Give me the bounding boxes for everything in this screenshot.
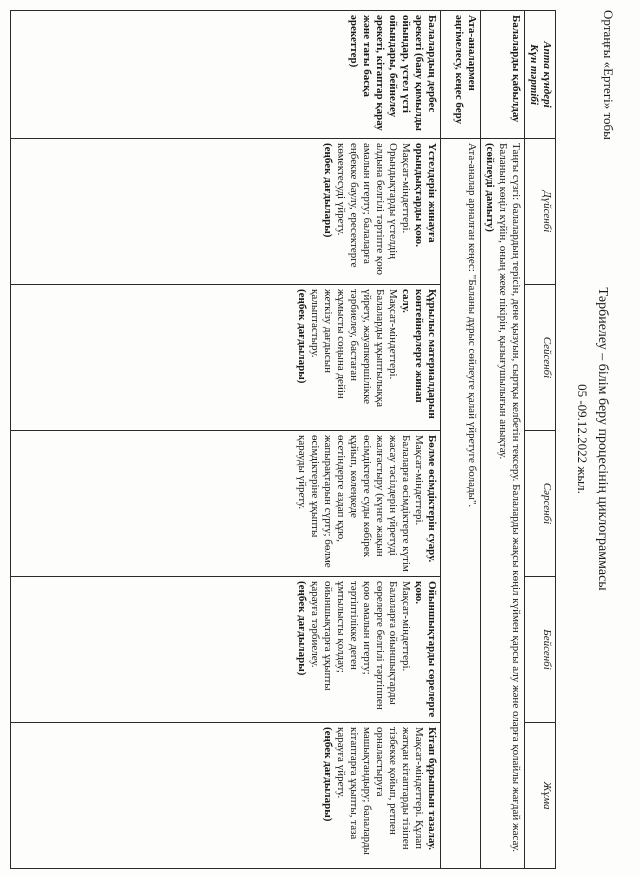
activity-title: Үстелдерін жинауға орындықтарды қою. [413,143,438,247]
activity-cell [11,285,441,431]
row-label: Балаларды қабылдау [481,11,525,139]
activity-note: (еңбек дағдылары) [296,289,308,384]
activity-cell [11,577,441,723]
header-day: Сәрсенбі [525,431,556,577]
table-row [441,11,481,869]
table-row [481,11,525,869]
activity-cell [11,723,441,869]
header-day: Сейсенбі [525,285,556,431]
activity-title: Ойыншықтарды сөрелерге қою. [413,581,438,718]
table-row [11,11,441,869]
document-dates: 05 -09.12.2022 жыл. [575,384,590,494]
document-title: Тәрбиелеу – білім беру процесінің циклограммасы [595,287,610,591]
activity-note: (еңбек дағдылары) [322,143,334,238]
activity-goal: Мақсат-міндеттері. Балаларға өсімдіктерге күтім жасау тәсілдерін үйретуді жалғастыру (күнге жақын өсімдіктерге суды көбірек құйып, көлеңкеде өсетіндерге аздап құю, жапырақтарын сүрту; бөлме өсімдіктеріне ұқыпты қарауды үйрету. [296,435,425,572]
header-row [525,11,556,869]
activity-cell [11,431,441,577]
reception-text: Таңғы сүзгі: балалардың терісін, дене қызуын, сыртқы келбетін тексеру. Балаларды жақсы көңіл күймен қарсы алу және оларға қолайлы жағдай жасау. Баланың көңіл күйін, оның жеке пікірін, қызығушылығын анықтау. [497,143,522,852]
activity-title: Бөлме өсімдіктерін суару. [426,435,438,563]
activity-note: (еңбек дағдылары) [296,581,308,676]
header-day: Бейсенбі [525,577,556,723]
group-label: Ортаңғы «Ертегі» тобы [601,10,616,140]
activity-goal: Мақсат-міндеттері. Балаларға ойыншықтарды сөрелерге белгілі тәртіппен қою амалын игерту; тәртіптілікке деген ұмтылысты қолдау; ойыншықтарға ұқыпты қарауға тәрбиелеу. [309,581,412,710]
activity-goal: Мақсат-міндеттері. Құлап жатқан кітаптарды тізіпен тізбекке қойып, ретпен орналастыруға машықтандыру; балаларды кітаптарға ұқыпты, таза қарауға үйрету. [335,727,425,855]
row-span-cell [481,139,525,869]
cyclogram-table [10,10,556,869]
header-corner [525,11,556,139]
rotated-document [20,10,620,868]
activity-note: (еңбек дағдылары) [322,727,334,822]
document-heading [548,10,620,868]
header-day: Жұма [525,723,556,869]
activity-title: Кітап бұрышын тазалау. [426,727,438,850]
header-label-schedule: Күн тәртібі [528,44,540,105]
activity-cell [11,139,441,285]
activity-goal: Мақсат-міндеттері. Орындықтарды үстелдің алдына белгілі тәртіпте қою амалын игерту; балаларға еңбекке баулу, ересектерге көмектесуді үйрету. [335,143,412,275]
row-label: Ата-аналармен әңгімелесу, кеңес беру [441,11,481,139]
header-label-weekdays: Апта күндері [541,41,553,108]
activity-goal: Мақсат-міндеттері. Балаларды ұқыптылыққа үйрету, жауапкершілікке тәрбиелеу, бастаған жұмысты соңына дейін жеткізу дағдысын қалыптастыру. [309,289,399,407]
row-label: Балалардың дербес әрекеті (баяу қимылды ойындар, үстел үсті ойындары, бейнелеу әрекеті, кітаптар қарау және тағы басқа әрекеттер) [11,11,441,139]
row-span-cell: Ата-аналар арналған кеңес: "Баланы дұрыс сөйлеуге қалай үйретуге болады". [441,139,481,869]
activity-title: Құрылыс материалдарын контейнерлерге жинап салу. [400,289,438,419]
header-day: Дүйсенбі [525,139,556,285]
reception-note: (сөйлеуді дамыту) [484,143,496,232]
